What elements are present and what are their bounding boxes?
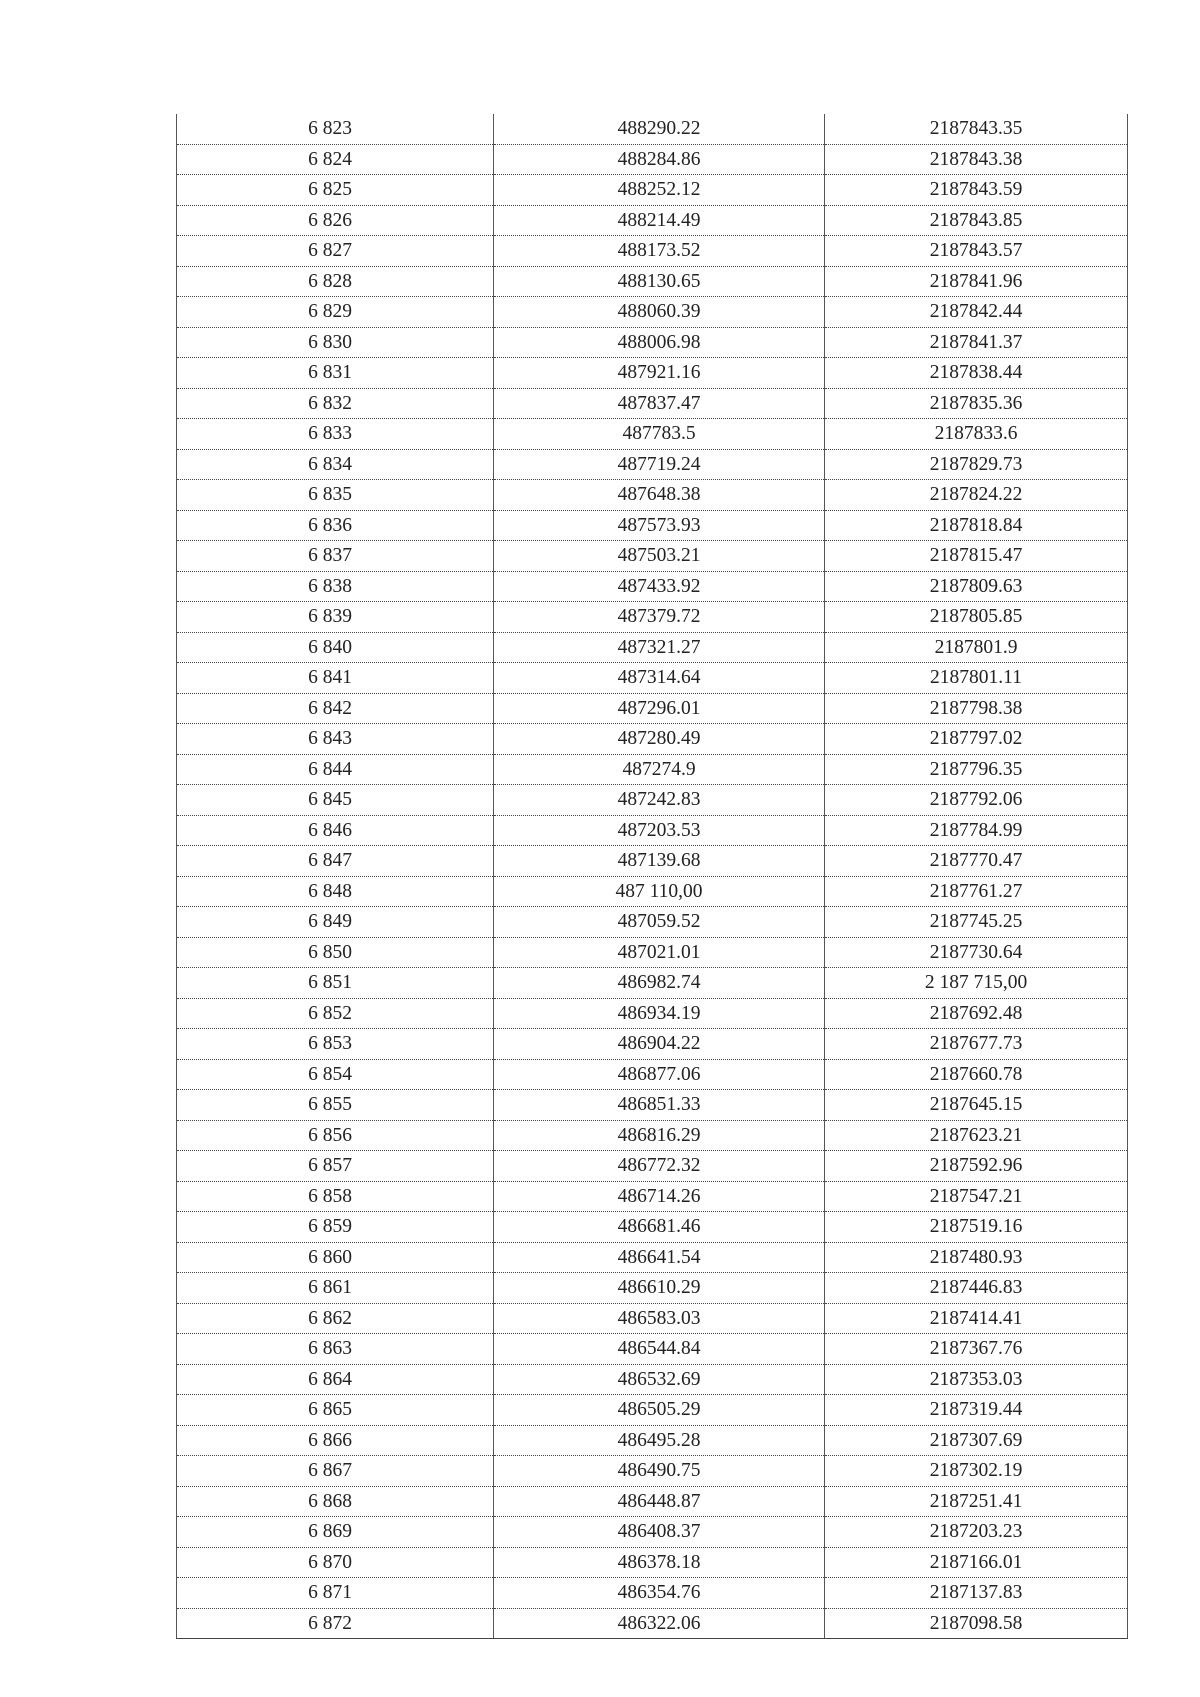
x-coordinate-cell: 487921.16 (494, 358, 825, 389)
table-row (177, 1212, 1128, 1243)
table-row (177, 358, 1128, 389)
table-row (177, 175, 1128, 206)
y-coordinate-cell: 2187692.48 (825, 998, 1128, 1029)
y-coordinate-cell: 2187797.02 (825, 724, 1128, 755)
x-coordinate-cell: 488006.98 (494, 327, 825, 358)
point-number-cell: 6 842 (177, 693, 494, 724)
table-row (177, 1151, 1128, 1182)
table-row (177, 1547, 1128, 1578)
x-coordinate-cell: 486495.28 (494, 1425, 825, 1456)
y-coordinate-cell: 2187302.19 (825, 1456, 1128, 1487)
y-coordinate-cell: 2187319.44 (825, 1395, 1128, 1426)
point-number-cell: 6 845 (177, 785, 494, 816)
point-number-cell: 6 863 (177, 1334, 494, 1365)
x-coordinate-cell: 487503.21 (494, 541, 825, 572)
point-number-cell: 6 839 (177, 602, 494, 633)
y-coordinate-cell: 2187841.37 (825, 327, 1128, 358)
point-number-cell: 6 848 (177, 876, 494, 907)
table-row (177, 297, 1128, 328)
y-coordinate-cell: 2187203.23 (825, 1517, 1128, 1548)
y-coordinate-cell: 2187829.73 (825, 449, 1128, 480)
table-row (177, 1273, 1128, 1304)
table-row (177, 541, 1128, 572)
x-coordinate-cell: 486934.19 (494, 998, 825, 1029)
y-coordinate-cell: 2187843.85 (825, 205, 1128, 236)
point-number-cell: 6 859 (177, 1212, 494, 1243)
point-number-cell: 6 855 (177, 1090, 494, 1121)
x-coordinate-cell: 486505.29 (494, 1395, 825, 1426)
table-row (177, 1364, 1128, 1395)
point-number-cell: 6 868 (177, 1486, 494, 1517)
point-number-cell: 6 838 (177, 571, 494, 602)
x-coordinate-cell: 486610.29 (494, 1273, 825, 1304)
point-number-cell: 6 869 (177, 1517, 494, 1548)
y-coordinate-cell: 2187251.41 (825, 1486, 1128, 1517)
x-coordinate-cell: 487280.49 (494, 724, 825, 755)
table-row (177, 602, 1128, 633)
point-number-cell: 6 871 (177, 1578, 494, 1609)
y-coordinate-cell: 2187098.58 (825, 1608, 1128, 1639)
y-coordinate-cell: 2187414.41 (825, 1303, 1128, 1334)
table-row (177, 968, 1128, 999)
y-coordinate-cell: 2187784.99 (825, 815, 1128, 846)
point-number-cell: 6 872 (177, 1608, 494, 1639)
x-coordinate-cell: 487296.01 (494, 693, 825, 724)
table-row (177, 1303, 1128, 1334)
x-coordinate-cell: 486490.75 (494, 1456, 825, 1487)
table-row (177, 571, 1128, 602)
x-coordinate-cell: 488173.52 (494, 236, 825, 267)
table-row (177, 1029, 1128, 1060)
x-coordinate-cell: 488252.12 (494, 175, 825, 206)
x-coordinate-cell: 487059.52 (494, 907, 825, 938)
x-coordinate-cell: 487648.38 (494, 480, 825, 511)
point-number-cell: 6 870 (177, 1547, 494, 1578)
y-coordinate-cell: 2187446.83 (825, 1273, 1128, 1304)
x-coordinate-cell: 486982.74 (494, 968, 825, 999)
x-coordinate-cell: 487021.01 (494, 937, 825, 968)
y-coordinate-cell: 2187815.47 (825, 541, 1128, 572)
y-coordinate-cell: 2187792.06 (825, 785, 1128, 816)
x-coordinate-cell: 487314.64 (494, 663, 825, 694)
point-number-cell: 6 841 (177, 663, 494, 694)
x-coordinate-cell: 488130.65 (494, 266, 825, 297)
y-coordinate-cell: 2187798.38 (825, 693, 1128, 724)
point-number-cell: 6 850 (177, 937, 494, 968)
table-row (177, 663, 1128, 694)
y-coordinate-cell: 2187796.35 (825, 754, 1128, 785)
x-coordinate-cell: 486681.46 (494, 1212, 825, 1243)
point-number-cell: 6 852 (177, 998, 494, 1029)
y-coordinate-cell: 2187166.01 (825, 1547, 1128, 1578)
y-coordinate-cell: 2187818.84 (825, 510, 1128, 541)
point-number-cell: 6 825 (177, 175, 494, 206)
point-number-cell: 6 828 (177, 266, 494, 297)
x-coordinate-cell: 486322.06 (494, 1608, 825, 1639)
table-row (177, 449, 1128, 480)
table-row (177, 144, 1128, 175)
point-number-cell: 6 829 (177, 297, 494, 328)
table-row (177, 1090, 1128, 1121)
point-number-cell: 6 849 (177, 907, 494, 938)
table-row (177, 1334, 1128, 1365)
x-coordinate-cell: 487573.93 (494, 510, 825, 541)
y-coordinate-cell: 2 187 715,00 (825, 968, 1128, 999)
table-row (177, 205, 1128, 236)
table-row (177, 388, 1128, 419)
table-row (177, 754, 1128, 785)
table-row (177, 937, 1128, 968)
y-coordinate-cell: 2187809.63 (825, 571, 1128, 602)
table-row (177, 785, 1128, 816)
x-coordinate-cell: 486544.84 (494, 1334, 825, 1365)
y-coordinate-cell: 2187745.25 (825, 907, 1128, 938)
x-coordinate-cell: 486354.76 (494, 1578, 825, 1609)
point-number-cell: 6 832 (177, 388, 494, 419)
x-coordinate-cell: 488060.39 (494, 297, 825, 328)
x-coordinate-cell: 486641.54 (494, 1242, 825, 1273)
y-coordinate-cell: 2187801.11 (825, 663, 1128, 694)
y-coordinate-cell: 2187761.27 (825, 876, 1128, 907)
x-coordinate-cell: 488290.22 (494, 114, 825, 144)
x-coordinate-cell: 487433.92 (494, 571, 825, 602)
x-coordinate-cell: 486877.06 (494, 1059, 825, 1090)
y-coordinate-cell: 2187843.35 (825, 114, 1128, 144)
point-number-cell: 6 824 (177, 144, 494, 175)
x-coordinate-cell: 488214.49 (494, 205, 825, 236)
point-number-cell: 6 861 (177, 1273, 494, 1304)
y-coordinate-cell: 2187307.69 (825, 1425, 1128, 1456)
point-number-cell: 6 846 (177, 815, 494, 846)
table-row (177, 1608, 1128, 1639)
x-coordinate-cell: 486772.32 (494, 1151, 825, 1182)
y-coordinate-cell: 2187843.38 (825, 144, 1128, 175)
point-number-cell: 6 831 (177, 358, 494, 389)
point-number-cell: 6 860 (177, 1242, 494, 1273)
x-coordinate-cell: 487274.9 (494, 754, 825, 785)
table-row (177, 1120, 1128, 1151)
point-number-cell: 6 856 (177, 1120, 494, 1151)
y-coordinate-cell: 2187519.16 (825, 1212, 1128, 1243)
x-coordinate-cell: 486448.87 (494, 1486, 825, 1517)
point-number-cell: 6 843 (177, 724, 494, 755)
table-row (177, 236, 1128, 267)
table-row (177, 693, 1128, 724)
table-row (177, 632, 1128, 663)
y-coordinate-cell: 2187677.73 (825, 1029, 1128, 1060)
point-number-cell: 6 823 (177, 114, 494, 144)
point-number-cell: 6 866 (177, 1425, 494, 1456)
table-row (177, 1425, 1128, 1456)
x-coordinate-cell: 486904.22 (494, 1029, 825, 1060)
y-coordinate-cell: 2187645.15 (825, 1090, 1128, 1121)
y-coordinate-cell: 2187824.22 (825, 480, 1128, 511)
x-coordinate-cell: 486816.29 (494, 1120, 825, 1151)
y-coordinate-cell: 2187843.57 (825, 236, 1128, 267)
table-row (177, 480, 1128, 511)
point-number-cell: 6 826 (177, 205, 494, 236)
x-coordinate-cell: 487203.53 (494, 815, 825, 846)
point-number-cell: 6 862 (177, 1303, 494, 1334)
y-coordinate-cell: 2187838.44 (825, 358, 1128, 389)
x-coordinate-cell: 486851.33 (494, 1090, 825, 1121)
point-number-cell: 6 851 (177, 968, 494, 999)
y-coordinate-cell: 2187805.85 (825, 602, 1128, 633)
x-coordinate-cell: 486408.37 (494, 1517, 825, 1548)
table-row (177, 1059, 1128, 1090)
table-row (177, 266, 1128, 297)
point-number-cell: 6 857 (177, 1151, 494, 1182)
y-coordinate-cell: 2187801.9 (825, 632, 1128, 663)
y-coordinate-cell: 2187842.44 (825, 297, 1128, 328)
table-row (177, 724, 1128, 755)
x-coordinate-cell: 487321.27 (494, 632, 825, 663)
y-coordinate-cell: 2187730.64 (825, 937, 1128, 968)
y-coordinate-cell: 2187835.36 (825, 388, 1128, 419)
y-coordinate-cell: 2187480.93 (825, 1242, 1128, 1273)
x-coordinate-cell: 487783.5 (494, 419, 825, 450)
table-row (177, 1181, 1128, 1212)
point-number-cell: 6 827 (177, 236, 494, 267)
point-number-cell: 6 847 (177, 846, 494, 877)
x-coordinate-cell: 486532.69 (494, 1364, 825, 1395)
y-coordinate-cell: 2187841.96 (825, 266, 1128, 297)
x-coordinate-cell: 487719.24 (494, 449, 825, 480)
table-row (177, 510, 1128, 541)
table-row (177, 1395, 1128, 1426)
x-coordinate-cell: 487837.47 (494, 388, 825, 419)
point-number-cell: 6 840 (177, 632, 494, 663)
x-coordinate-cell: 486378.18 (494, 1547, 825, 1578)
x-coordinate-cell: 487139.68 (494, 846, 825, 877)
table-row (177, 1486, 1128, 1517)
y-coordinate-cell: 2187367.76 (825, 1334, 1128, 1365)
y-coordinate-cell: 2187547.21 (825, 1181, 1128, 1212)
table-row (177, 419, 1128, 450)
x-coordinate-cell: 487242.83 (494, 785, 825, 816)
coordinates-table-body (177, 114, 1128, 1639)
y-coordinate-cell: 2187592.96 (825, 1151, 1128, 1182)
point-number-cell: 6 864 (177, 1364, 494, 1395)
x-coordinate-cell: 487379.72 (494, 602, 825, 633)
x-coordinate-cell: 488284.86 (494, 144, 825, 175)
table-row (177, 114, 1128, 144)
point-number-cell: 6 833 (177, 419, 494, 450)
point-number-cell: 6 830 (177, 327, 494, 358)
point-number-cell: 6 844 (177, 754, 494, 785)
table-row (177, 1517, 1128, 1548)
point-number-cell: 6 853 (177, 1029, 494, 1060)
y-coordinate-cell: 2187770.47 (825, 846, 1128, 877)
table-row (177, 815, 1128, 846)
y-coordinate-cell: 2187353.03 (825, 1364, 1128, 1395)
point-number-cell: 6 834 (177, 449, 494, 480)
table-row (177, 876, 1128, 907)
table-row (177, 1578, 1128, 1609)
y-coordinate-cell: 2187660.78 (825, 1059, 1128, 1090)
y-coordinate-cell: 2187833.6 (825, 419, 1128, 450)
table-row (177, 907, 1128, 938)
point-number-cell: 6 858 (177, 1181, 494, 1212)
y-coordinate-cell: 2187137.83 (825, 1578, 1128, 1609)
table-row (177, 327, 1128, 358)
x-coordinate-cell: 486583.03 (494, 1303, 825, 1334)
coordinates-table (176, 114, 1128, 1639)
table-row (177, 998, 1128, 1029)
point-number-cell: 6 835 (177, 480, 494, 511)
point-number-cell: 6 837 (177, 541, 494, 572)
x-coordinate-cell: 487 110,00 (494, 876, 825, 907)
y-coordinate-cell: 2187623.21 (825, 1120, 1128, 1151)
y-coordinate-cell: 2187843.59 (825, 175, 1128, 206)
table-row (177, 846, 1128, 877)
point-number-cell: 6 867 (177, 1456, 494, 1487)
table-row (177, 1456, 1128, 1487)
point-number-cell: 6 854 (177, 1059, 494, 1090)
point-number-cell: 6 865 (177, 1395, 494, 1426)
point-number-cell: 6 836 (177, 510, 494, 541)
x-coordinate-cell: 486714.26 (494, 1181, 825, 1212)
table-row (177, 1242, 1128, 1273)
